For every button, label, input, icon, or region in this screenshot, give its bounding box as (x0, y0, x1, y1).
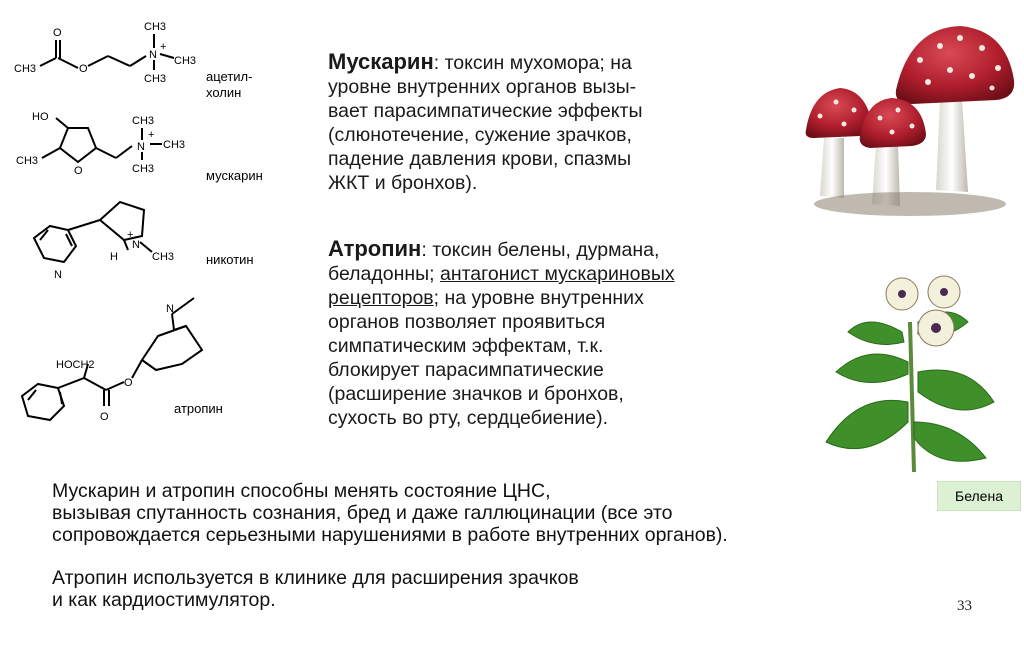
text-line: ; на уровне внутренних (433, 287, 644, 309)
atom-ch3: CH3 (174, 55, 197, 67)
atom-o: O (79, 63, 88, 75)
atom-n: N (54, 269, 62, 280)
label-line: ацетил- (206, 69, 253, 84)
acetylcholine-label (206, 69, 252, 101)
fly-agaric-mushroom-image (800, 20, 1020, 220)
atom-ch3: CH3 (144, 73, 167, 85)
muscarine-structure (10, 104, 200, 178)
nicotine-structure (28, 184, 200, 280)
text-line: сопровождается серьезными нарушениями в работе внутренних органов). (52, 524, 728, 546)
atom-ch3: CH3 (132, 115, 155, 127)
plant-caption: Белена (937, 481, 1021, 511)
text-line: (слюнотечение, сужение зрачков, (328, 124, 632, 146)
atropine-label: атропин (174, 401, 223, 416)
atom-n: N (132, 239, 140, 251)
text-line: : токсин мухомора; на (433, 52, 632, 74)
atom-n: N (149, 49, 157, 61)
text-line: уровне внутренних органов вызы- (328, 76, 637, 98)
text-line: вает парасимпатические эффекты (328, 100, 643, 122)
atom-n: N (166, 303, 174, 315)
label-line: холин (206, 85, 242, 100)
text-line: : токсин белены, дурмана, (421, 239, 660, 261)
atom-plus: + (160, 41, 167, 53)
text-line: ЖКТ и бронхов). (328, 172, 478, 194)
clinical-use-paragraph (52, 567, 579, 611)
text-line: Атропин используется в клинике для расширения зрачков (52, 567, 579, 589)
text-line: вызывая спутанность сознания, бред и даже галлюцинации (все это (52, 502, 673, 524)
atom-hoch2: HOCH2 (56, 359, 95, 371)
text-line: сухость во рту, сердцебиение). (328, 407, 609, 429)
atom-plus: + (127, 229, 134, 241)
atom-o: O (124, 377, 133, 389)
nicotine-label: никотин (206, 252, 254, 267)
atom-o: O (74, 165, 83, 177)
text-line: беладонны; (328, 263, 440, 285)
muscarine-paragraph (328, 50, 748, 195)
atropine-title: Атропин (328, 236, 422, 261)
text-line: блокирует парасимпатические (328, 359, 604, 381)
cns-paragraph (52, 480, 728, 546)
text-line: симпатическим эффектам, т.к. (328, 335, 604, 357)
text-line: падение давления крови, спазмы (328, 148, 632, 170)
text-line: (расширение значков и бронхов, (328, 383, 624, 405)
atom-ch3: CH3 (132, 163, 155, 175)
atom-h: H (110, 251, 118, 263)
acetylcholine-structure (10, 18, 200, 90)
atom-n: N (137, 141, 145, 153)
underlined-text: рецепторов (328, 287, 434, 309)
text-line: Мускарин и атропин способны менять состояние ЦНС, (52, 480, 551, 502)
text-line: органов позволяет проявиться (328, 311, 606, 333)
atom-ch3: CH3 (152, 251, 175, 263)
atom-plus: + (148, 129, 155, 141)
atom-ch3: CH3 (163, 139, 186, 151)
underlined-text: антагонист мускариновых (439, 263, 675, 285)
muscarine-title: Мускарин (328, 49, 434, 74)
slide-number: 33 (957, 598, 972, 614)
henbane-plant-image (818, 262, 998, 474)
atom-ch3: CH3 (16, 155, 39, 167)
atom-o: O (100, 411, 109, 423)
atom-o: O (53, 27, 62, 39)
atom-ch3: CH3 (14, 63, 37, 75)
text-line: и как кардиостимулятор. (52, 589, 276, 611)
muscarine-label: мускарин (206, 168, 263, 183)
atom-ho: HO (32, 111, 49, 123)
atropine-paragraph (328, 237, 788, 430)
atom-ch3: CH3 (144, 21, 167, 33)
